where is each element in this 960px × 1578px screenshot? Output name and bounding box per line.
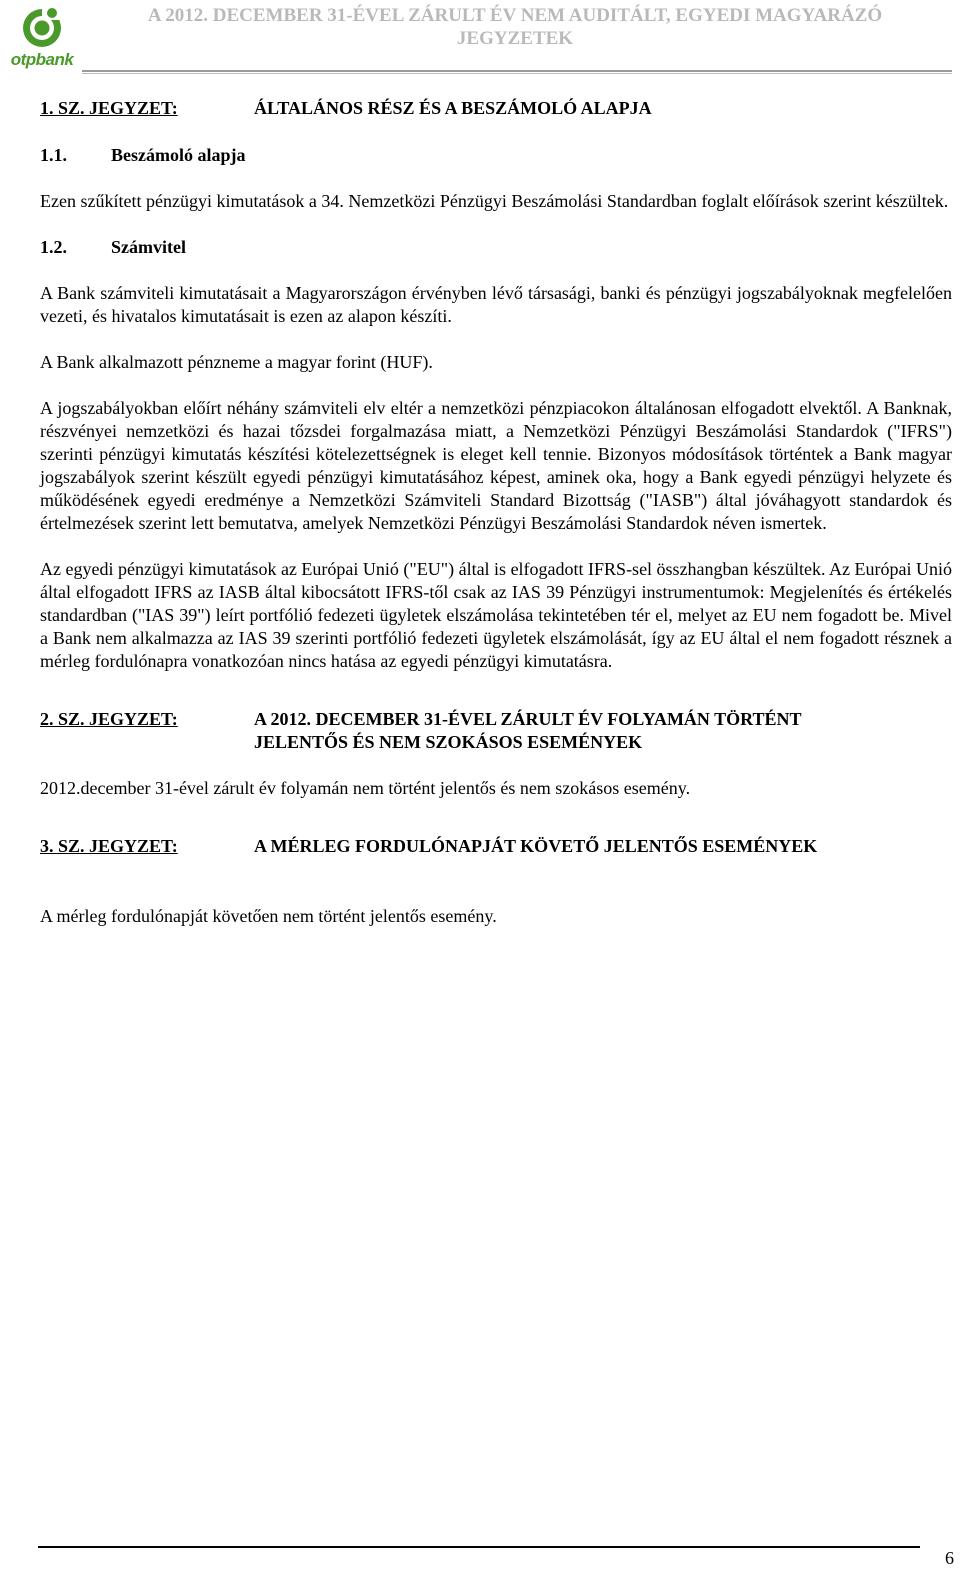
note-2-heading bbox=[40, 708, 952, 754]
section-1-2-number: 1.2. bbox=[40, 237, 67, 257]
note-2-title bbox=[254, 708, 952, 754]
otp-bank-logo bbox=[6, 4, 78, 70]
page-number: 6 bbox=[945, 1548, 954, 1568]
note-2-title-line-1: A 2012. DECEMBER 31-ÉVEL ZÁRULT ÉV FOLYAMÁN TÖRTÉNT bbox=[254, 709, 802, 729]
section-1-2-heading bbox=[40, 236, 952, 259]
note-1-title: ÁLTALÁNOS RÉSZ ÉS A BESZÁMOLÓ ALAPJA bbox=[254, 98, 652, 118]
paragraph-note-2: 2012.december 31-ével zárult év folyamán nem történt jelentős és nem szokásos esemény. bbox=[40, 778, 691, 798]
header-rule bbox=[82, 70, 952, 72]
otp-logo-icon bbox=[6, 4, 78, 52]
paragraph-ifrs: A jogszabályokban előírt néhány számviteli elv eltér a nemzetközi pénzpiacokon általánosan elfogadott elvektől. A Banknak, részvényei nemzetközi és hazai tőzsdei forgalmazása miatt, a Nemzetközi Pénzügyi Beszámolási Standardok ("IFRS") szerinti pénzügyi kimutatás készítési kötelezettségnek is eleget kell tennie. Bizonyos módosítások történtek a Bank magyar jogszabályok szerint készült egyedi pénzügyi kimutatásához képest, aminek oka, hogy a Bank egyedi pénzügyi helyzete és működésének egyedi eredménye a Nemzetközi Számviteli Standard Bizottság ("IASB") által jóváhagyott standardok és értelmezések szerint lett bemutatva, amelyek Nemzetközi Pénzügyi Beszámolási Standardok néven ismertek. bbox=[40, 398, 952, 533]
section-1-1-number: 1.1. bbox=[40, 145, 67, 165]
note-1-number: 1. SZ. JEGYZET: bbox=[40, 98, 178, 118]
section-1-2-title: Számvitel bbox=[111, 237, 186, 257]
paragraph-note-3: A mérleg fordulónapját követően nem történt jelentős esemény. bbox=[40, 906, 497, 926]
page-content bbox=[40, 97, 952, 928]
note-3-number: 3. SZ. JEGYZET: bbox=[40, 836, 178, 856]
paragraph-accounting: A Bank számviteli kimutatásait a Magyarországon érvényben lévő társasági, banki és pénzügyi jogszabályoknak megfelelően vezeti, és hivatalos kimutatásait is ezen az alapon készíti. bbox=[40, 283, 952, 326]
paragraph-currency: A Bank alkalmazott pénzneme a magyar forint (HUF). bbox=[40, 352, 433, 372]
footer-rule bbox=[38, 1546, 920, 1548]
header-rule-thin bbox=[82, 73, 952, 74]
page-header bbox=[0, 0, 960, 76]
note-2-title-line-2: JELENTŐS ÉS NEM SZOKÁSOS ESEMÉNYEK bbox=[254, 732, 643, 752]
note-3-heading bbox=[40, 835, 952, 858]
section-1-1-title: Beszámoló alapja bbox=[111, 145, 246, 165]
section-1-1-heading bbox=[40, 144, 952, 167]
paragraph-basis: Ezen szűkített pénzügyi kimutatások a 34. Nemzetközi Pénzügyi Beszámolási Standardban foglalt előírások szerint készültek. bbox=[40, 191, 949, 211]
note-1-heading bbox=[40, 97, 952, 120]
note-2-number: 2. SZ. JEGYZET: bbox=[40, 709, 178, 729]
logo-wordmark: otpbank bbox=[10, 50, 74, 69]
paragraph-eu-ifrs: Az egyedi pénzügyi kimutatások az Európai Unió ("EU") által is elfogadott IFRS-sel összhangban készültek. Az Európai Unió által elfogadott IFRS az IASB által kibocsátott IFRS-től csak az IAS 39 Pénzügyi instrumentumok: Megjelenítés és értékelés standardban ("IAS 39") leírt portfólió fedezeti ügyletek elszámolása tekintetében tér el, melyet az EU nem fogadott be. Mivel a Bank nem alkalmazza az IAS 39 szerinti portfólió fedezeti ügyletek elszámolását, így az EU által el nem fogadott résznek a mérleg fordulónapra vonatkozóan nincs hatása az egyedi pénzügyi kimutatásra. bbox=[40, 559, 952, 671]
document-header-title: A 2012. DECEMBER 31-ÉVEL ZÁRULT ÉV NEM AUDITÁLT, EGYEDI MAGYARÁZÓ JEGYZETEK bbox=[147, 5, 883, 49]
note-3-title: A MÉRLEG FORDULÓNAPJÁT KÖVETŐ JELENTŐS ESEMÉNYEK bbox=[254, 836, 818, 856]
